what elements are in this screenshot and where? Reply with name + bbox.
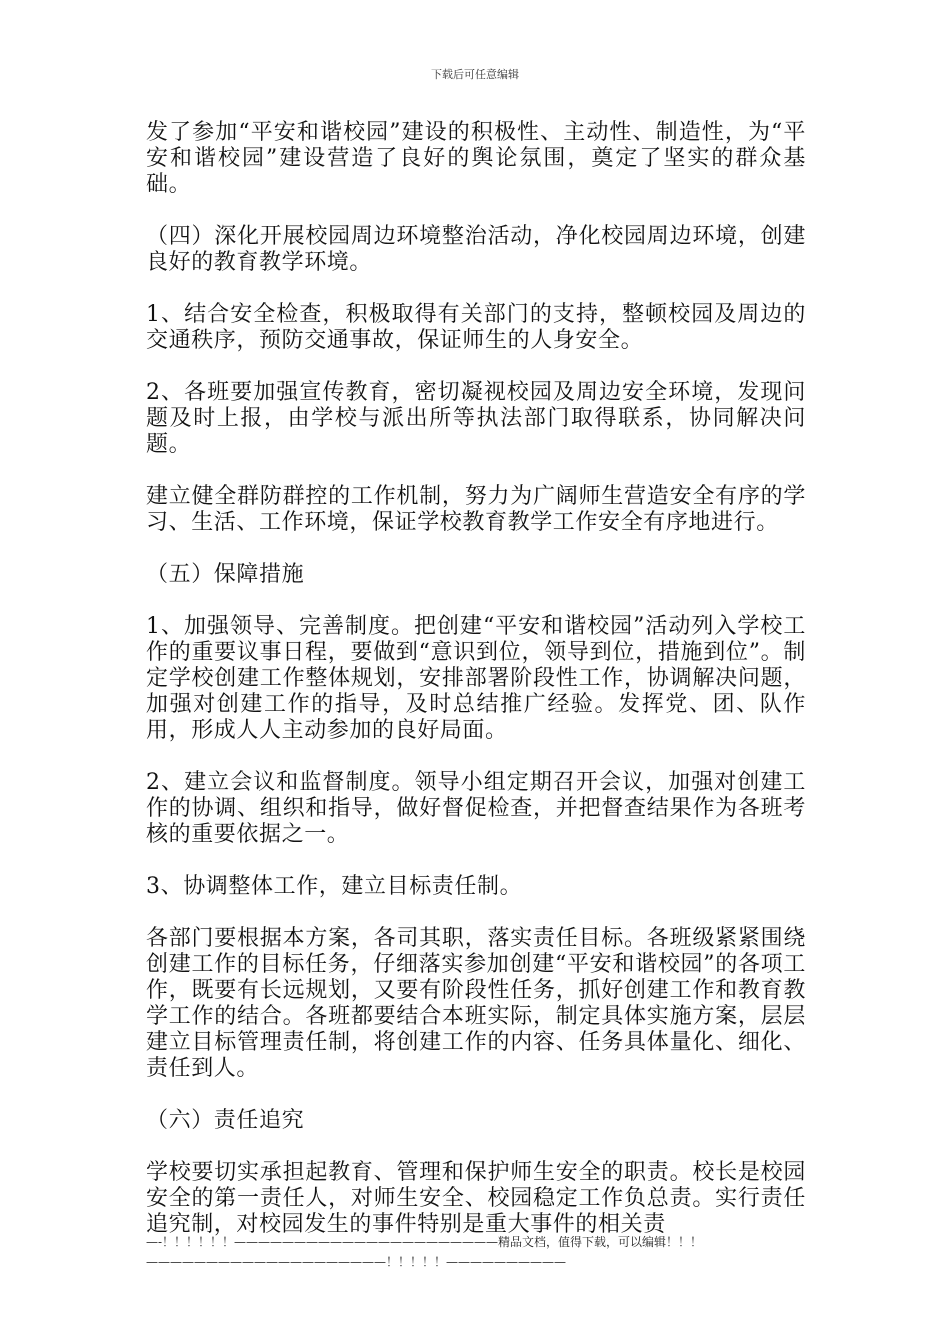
paragraph: 3、协调整体工作，建立目标责任制。: [146, 874, 523, 899]
paragraph: 1、结合安全检查，积极取得有关部门的支持，整顿校园及周边的交通秩序，预防交通事故，保证师生的人身安全。: [146, 302, 806, 353]
section-heading-4: （四）深化开展校园周边环境整治活动，净化校园周边环境，创建良好的教育教学环境。: [146, 224, 806, 275]
document-body: [146, 120, 806, 1264]
paragraph: 发了参加“平安和谐校园”建设的积极性、主动性、制造性，为“平安和谐校园”建设营造了良好的舆论氛围，奠定了坚实的群众基础。: [146, 120, 806, 197]
paragraph: 建立健全群防群控的工作机制，努力为广阔师生营造安全有序的学习、生活、工作环境，保证学校教育教学工作安全有序地进行。: [146, 484, 806, 535]
page-footer: —-！！！！！！——————————————————————精品文档，值得下载，可以编辑！！！————————————————————！！！！！——————————: [146, 1235, 703, 1269]
paragraph: 学校要切实承担起教育、管理和保护师生安全的职责。校长是校园安全的第一责任人，对师生安全、校园稳定工作负总责。实行责任追究制，对校园发生的事件特别是重大事件的相关责: [146, 1160, 806, 1237]
section-heading-6: （六）责任追究: [146, 1108, 305, 1133]
paragraph: 1、加强领导、完善制度。把创建“平安和谐校园”活动列入学校工作的重要议事日程，要做到“意识到位，领导到位，措施到位”。制定学校创建工作整体规划，安排部署阶段性工作，协调解决问题，加强对创建工作的指导，及时总结推广经验。发挥党、团、队作用，形成人人主动参加的良好局面。: [146, 614, 806, 743]
section-heading-5: （五）保障措施: [146, 562, 305, 587]
page-header: 下载后可任意编辑: [431, 68, 519, 81]
paragraph: 2、建立会议和监督制度。领导小组定期召开会议，加强对创建工作的协调、组织和指导，做好督促检查，并把督查结果作为各班考核的重要依据之一。: [146, 770, 806, 847]
paragraph: 各部门要根据本方案，各司其职，落实责任目标。各班级紧紧围绕创建工作的目标任务，仔细落实参加创建“平安和谐校园”的各项工作，既要有长远规划，又要有阶段性任务，抓好创建工作和教育教学工作的结合。各班都要结合本班实际，制定具体实施方案，层层建立目标管理责任制，将创建工作的内容、任务具体量化、细化、责任到人。: [146, 926, 806, 1081]
paragraph: 2、各班要加强宣传教育，密切凝视校园及周边安全环境，发现问题及时上报，由学校与派出所等执法部门取得联系，协同解决问题。: [146, 380, 806, 457]
